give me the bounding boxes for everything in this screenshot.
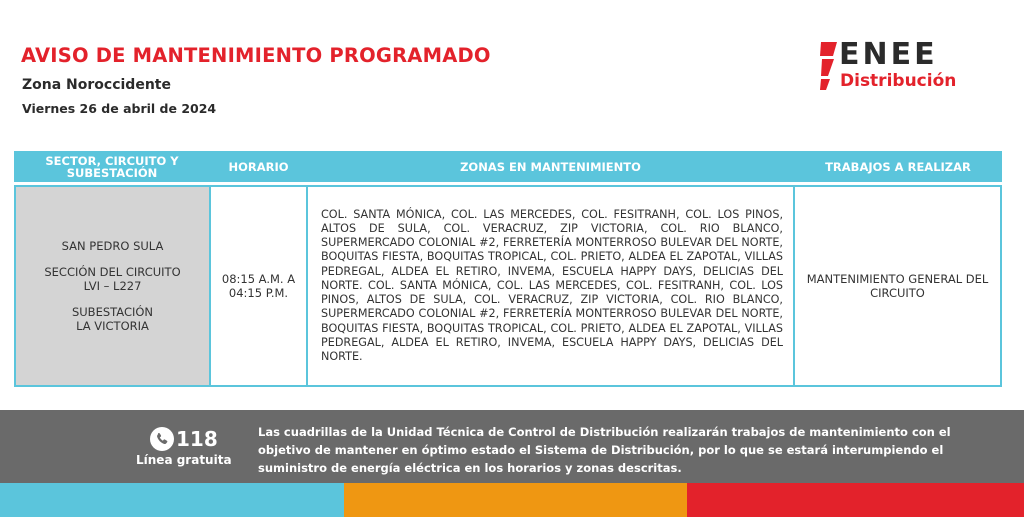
header-schedule: HORARIO — [228, 159, 289, 174]
zones-cell — [307, 185, 794, 387]
bar-blue — [0, 483, 344, 517]
table-header — [14, 151, 1002, 182]
date-label: Viernes 26 de abril de 2024 — [22, 101, 217, 116]
color-bars — [0, 483, 1024, 517]
enee-logo-icon — [818, 40, 838, 92]
bar-orange — [344, 483, 687, 517]
notice-title: AVISO DE MANTENIMIENTO PROGRAMADO — [21, 44, 491, 67]
section-label: SECCIÓN DEL CIRCUITO — [44, 265, 181, 279]
table-row — [14, 185, 1002, 387]
enee-logo — [818, 37, 993, 96]
phone-icon — [150, 427, 174, 451]
bar-red — [687, 483, 1024, 517]
substation-value: LA VICTORIA — [76, 319, 149, 333]
schedule-cell — [210, 185, 307, 387]
hotline-label: Línea gratuita — [136, 453, 232, 467]
hotline-number: 118 — [176, 427, 218, 451]
logo-brand: ENEE — [839, 37, 938, 72]
header-zones: ZONAS EN MANTENIMIENTO — [460, 159, 641, 174]
header-work: TRABAJOS A REALIZAR — [825, 159, 971, 174]
logo-subtitle: Distribución — [840, 71, 957, 91]
sector-cell — [14, 185, 210, 387]
footer-message: Las cuadrillas de la Unidad Técnica de Control de Distribución realizarán trabajos de mantenimiento con el objetivo de mantener en óptimo estado el Sistema de Distribución, por lo que se estará interumpiendo el suministro de energía eléctrica en los horarios y zonas descritas. — [258, 425, 951, 475]
maintenance-table — [14, 151, 1002, 387]
zone-label: Zona Noroccidente — [22, 77, 171, 93]
section-value: LVI – L227 — [83, 279, 142, 293]
zones-text: COL. SANTA MÓNICA, COL. LAS MERCEDES, COL. FESITRANH, COL. LOS PINOS, ALTOS DE SULA, COL. VERACRUZ, ZIP VICTORIA, COL. RIO BLANCO, SUPERMERCADO COLONIAL #2, FERRETERÍA MONTERROSO BULEVAR DEL NORTE, BOQUITAS FIESTA, BOQUITAS TROPICAL, COL. PRIETO, ALDEA EL ZAPOTAL, VILLAS PEDREGAL, ALDEA EL RETIRO, INVEMA, ESCUELA HAPPY DAYS, DELICIAS DEL NORTE. COL. SANTA MÓNICA, COL. LAS MERCEDES, COL. FESITRANH, COL. LOS PINOS, ALTOS DE SULA, COL. VERACRUZ, ZIP VICTORIA, COL. RIO BLANCO, SUPERMERCADO COLONIAL #2, FERRETERÍA MONTERROSO BULEVAR DEL NORTE, BOQUITAS FIESTA, BOQUITAS TROPICAL, COL. PRIETO, ALDEA EL ZAPOTAL, VILLAS PEDREGAL, ALDEA EL RETIRO, INVEMA, ESCUELA HAPPY DAYS, DELICIAS DEL NORTE. — [321, 207, 783, 363]
work-cell — [794, 185, 1002, 387]
schedule-end: 04:15 P.M. — [228, 286, 289, 300]
work-text: MANTENIMIENTO GENERAL DEL CIRCUITO — [806, 272, 989, 300]
header-sector: SECTOR, CIRCUITO Y SUBESTACIÓN — [45, 153, 179, 180]
schedule-start: 08:15 A.M. A — [221, 272, 296, 286]
sector-city: SAN PEDRO SULA — [61, 239, 164, 253]
substation-label: SUBESTACIÓN — [71, 305, 154, 319]
